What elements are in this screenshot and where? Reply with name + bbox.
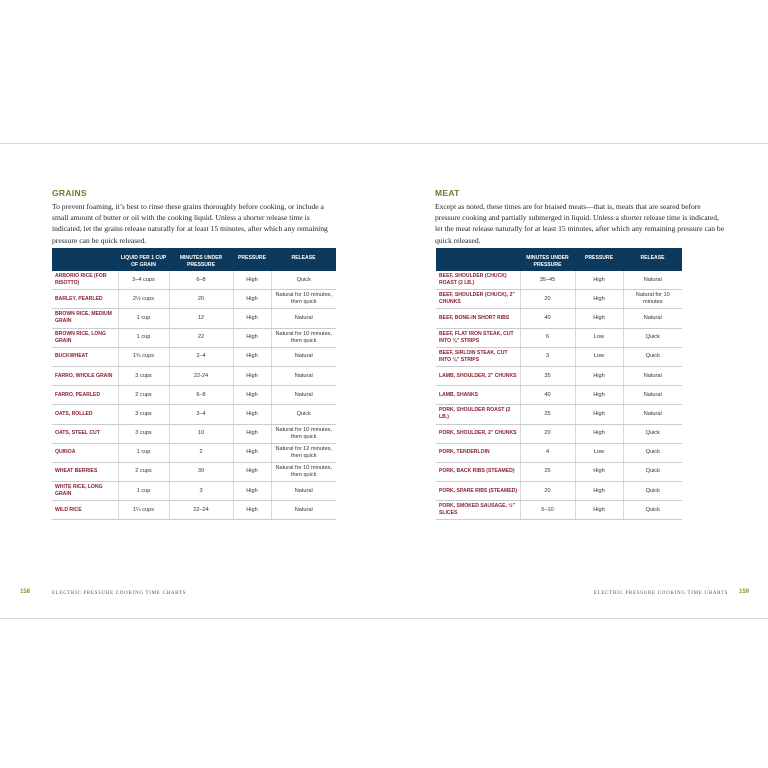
grains-cell: 12 <box>169 309 233 328</box>
meat-header-cell: PRESSURE <box>575 248 623 271</box>
footer-right: ELECTRIC PRESSURE COOKING TIME CHARTS <box>594 591 729 596</box>
grains-cell: 1¾ cups <box>118 347 169 366</box>
grains-title: GRAINS <box>52 188 87 198</box>
grains-cell: 3 <box>169 482 233 501</box>
table-row <box>52 405 336 424</box>
grains-cell: Natural <box>271 366 336 385</box>
grains-cell: 3–4 <box>169 405 233 424</box>
meat-item-name: BEEF, SHOULDER (CHUCK) ROAST (2 LB.) <box>436 271 520 290</box>
table-row <box>52 271 336 290</box>
footer-left: ELECTRIC PRESSURE COOKING TIME CHARTS <box>52 591 187 596</box>
grains-cell: High <box>233 424 271 443</box>
table-row <box>436 386 682 405</box>
grains-cell: Natural for 10 minutes, then quick <box>271 424 336 443</box>
meat-cell: Quick <box>623 462 682 481</box>
table-row <box>436 424 682 443</box>
grains-item-name: BROWN RICE, MEDIUM GRAIN <box>52 309 118 328</box>
meat-cell: Quick <box>623 501 682 520</box>
grains-cell: Natural <box>271 386 336 405</box>
meat-header-cell: RELEASE <box>623 248 682 271</box>
meat-cell: 6 <box>520 328 575 347</box>
grains-cell: High <box>233 405 271 424</box>
grains-header-cell: RELEASE <box>271 248 336 271</box>
grains-cell: Quick <box>271 405 336 424</box>
table-row <box>52 366 336 385</box>
table-row <box>436 501 682 520</box>
meat-cell: High <box>575 271 623 290</box>
meat-cell: Quick <box>623 328 682 347</box>
page-number-left: 158 <box>20 589 31 595</box>
meat-cell: Quick <box>623 443 682 462</box>
table-row <box>52 328 336 347</box>
grains-item-name: BROWN RICE, LONG GRAIN <box>52 328 118 347</box>
grains-cell: 1 cup <box>118 482 169 501</box>
meat-header-cell: MINUTES UNDER PRESSURE <box>520 248 575 271</box>
grains-cell: High <box>233 347 271 366</box>
meat-cell: High <box>575 405 623 424</box>
grains-cell: High <box>233 309 271 328</box>
meat-item-name: PORK, SPARE RIBS (STEAMED) <box>436 482 520 501</box>
grains-header-cell: PRESSURE <box>233 248 271 271</box>
grains-cell: Natural <box>271 501 336 520</box>
meat-table <box>436 248 682 520</box>
table-row <box>436 309 682 328</box>
meat-cell: 25 <box>520 462 575 481</box>
grains-item-name: WHEAT BERRIES <box>52 462 118 481</box>
table-row <box>52 501 336 520</box>
meat-cell: High <box>575 462 623 481</box>
meat-header-cell <box>436 248 520 271</box>
grains-item-name: BARLEY, PEARLED <box>52 290 118 309</box>
grains-cell: High <box>233 501 271 520</box>
grains-header-cell: MINUTES UNDER PRESSURE <box>169 248 233 271</box>
grains-cell: 3 cups <box>118 424 169 443</box>
meat-item-name: BEEF, FLAT IRON STEAK, CUT INTO ⅛” STRIPS <box>436 328 520 347</box>
grains-item-name: ARBORIO RICE (FOR RISOTTO) <box>52 271 118 290</box>
meat-cell: Quick <box>623 347 682 366</box>
table-row <box>436 290 682 309</box>
grains-cell: High <box>233 328 271 347</box>
meat-item-name: PORK, SHOULDER, 2” CHUNKS <box>436 424 520 443</box>
meat-cell: 35–45 <box>520 271 575 290</box>
grains-cell: Natural for 12 minutes, then quick <box>271 443 336 462</box>
meat-cell: Low <box>575 328 623 347</box>
grains-cell: 22-24 <box>169 366 233 385</box>
meat-cell: 35 <box>520 366 575 385</box>
table-row <box>52 443 336 462</box>
grains-cell: 3–4 cups <box>118 271 169 290</box>
grains-header-cell <box>52 248 118 271</box>
table-row <box>52 347 336 366</box>
grains-cell: Natural for 10 minutes, then quick <box>271 328 336 347</box>
meat-cell: Natural <box>623 405 682 424</box>
meat-cell: Natural <box>623 366 682 385</box>
table-row <box>436 482 682 501</box>
meat-cell: Low <box>575 347 623 366</box>
right-page <box>384 144 768 618</box>
meat-cell: High <box>575 290 623 309</box>
grains-cell: 1 cup <box>118 328 169 347</box>
meat-cell: 40 <box>520 386 575 405</box>
meat-cell: 25 <box>520 405 575 424</box>
meat-cell: Low <box>575 443 623 462</box>
meat-cell: Quick <box>623 424 682 443</box>
grains-item-name: QUINOA <box>52 443 118 462</box>
page-number-right: 159 <box>739 589 750 595</box>
grains-cell: 2½ cups <box>118 290 169 309</box>
table-row <box>52 462 336 481</box>
meat-item-name: PORK, SHOULDER ROAST (2 LB.) <box>436 405 520 424</box>
grains-item-name: BUCKWHEAT <box>52 347 118 366</box>
grains-intro: To prevent foaming, it’s best to rinse these grains thoroughly before cooking, or include a small amount of butter or oil with the cooking liquid. Unless a shorter release time is indicated, let the grains release naturally for at least 15 minutes, after which any remaining pressure can be quick released. <box>52 202 328 245</box>
grains-cell: 2 <box>169 443 233 462</box>
grains-header-cell: LIQUID PER 1 CUP OF GRAIN <box>118 248 169 271</box>
grains-cell: High <box>233 290 271 309</box>
table-row <box>52 482 336 501</box>
grains-cell: Natural <box>271 482 336 501</box>
meat-item-name: BEEF, SHOULDER (CHUCK), 2” CHUNKS <box>436 290 520 309</box>
meat-item-name: PORK, BACK RIBS (STEAMED) <box>436 462 520 481</box>
grains-table-header <box>52 248 336 271</box>
meat-title: MEAT <box>435 188 460 198</box>
grains-cell: 10 <box>169 424 233 443</box>
grains-cell: 1¼ cups <box>118 501 169 520</box>
grains-cell: 1 cup <box>118 443 169 462</box>
meat-cell: 40 <box>520 309 575 328</box>
grains-cell: Natural for 10 minutes, then quick <box>271 462 336 481</box>
meat-cell: 20 <box>520 290 575 309</box>
table-row <box>52 290 336 309</box>
grains-cell: 1 cup <box>118 309 169 328</box>
grains-cell: High <box>233 462 271 481</box>
meat-cell: High <box>575 482 623 501</box>
meat-intro: Except as noted, these times are for braised meats—that is, meats that are seared before pressure cooking and partially submerged in liquid. Unless a shorter release time is indicated, let the meat release naturally for at least 15 minutes, after which any remaining pressure can be quick released. <box>435 202 725 245</box>
meat-cell: Natural <box>623 271 682 290</box>
grains-cell: Natural <box>271 309 336 328</box>
grains-cell: High <box>233 443 271 462</box>
grains-cell: 2 cups <box>118 462 169 481</box>
grains-cell: 30 <box>169 462 233 481</box>
grains-cell: Quick <box>271 271 336 290</box>
grains-item-name: OATS, STEEL CUT <box>52 424 118 443</box>
grains-cell: 3 cups <box>118 366 169 385</box>
table-row <box>436 366 682 385</box>
left-page <box>0 144 384 618</box>
book-spread <box>0 143 768 619</box>
meat-cell: 3 <box>520 347 575 366</box>
meat-cell: High <box>575 501 623 520</box>
table-row <box>52 386 336 405</box>
table-row <box>436 405 682 424</box>
meat-item-name: PORK, SMOKED SAUSAGE, ½” SLICES <box>436 501 520 520</box>
grains-cell: 20 <box>169 290 233 309</box>
grains-item-name: OATS, ROLLED <box>52 405 118 424</box>
table-row <box>436 328 682 347</box>
meat-cell: Natural <box>623 309 682 328</box>
meat-item-name: LAMB, SHANKS <box>436 386 520 405</box>
grains-item-name: FARRO, WHOLE GRAIN <box>52 366 118 385</box>
meat-cell: Quick <box>623 482 682 501</box>
meat-cell: High <box>575 424 623 443</box>
meat-cell: High <box>575 386 623 405</box>
table-row <box>436 443 682 462</box>
grains-cell: 2 cups <box>118 386 169 405</box>
grains-cell: High <box>233 482 271 501</box>
meat-item-name: BEEF, SIRLOIN STEAK, CUT INTO ⅛” STRIPS <box>436 347 520 366</box>
grains-cell: 22 <box>169 328 233 347</box>
grains-cell: 3 cups <box>118 405 169 424</box>
table-row <box>436 347 682 366</box>
grains-cell: Natural <box>271 347 336 366</box>
meat-item-name: BEEF, BONE-IN SHORT RIBS <box>436 309 520 328</box>
grains-cell: 6–8 <box>169 271 233 290</box>
meat-item-name: PORK, TENDERLOIN <box>436 443 520 462</box>
grains-item-name: FARRO, PEARLED <box>52 386 118 405</box>
meat-table-header <box>436 248 682 271</box>
table-row <box>52 424 336 443</box>
table-row <box>52 309 336 328</box>
grains-cell: 22–24 <box>169 501 233 520</box>
meat-cell: Natural for 10 minutes <box>623 290 682 309</box>
grains-cell: High <box>233 271 271 290</box>
grains-cell: High <box>233 366 271 385</box>
grains-table <box>52 248 336 520</box>
grains-cell: 2–4 <box>169 347 233 366</box>
grains-cell: Natural for 10 minutes, then quick <box>271 290 336 309</box>
meat-cell: 4 <box>520 443 575 462</box>
meat-cell: High <box>575 366 623 385</box>
grains-item-name: WILD RICE <box>52 501 118 520</box>
meat-cell: Natural <box>623 386 682 405</box>
meat-item-name: LAMB, SHOULDER, 2” CHUNKS <box>436 366 520 385</box>
grains-cell: 6–8 <box>169 386 233 405</box>
table-row <box>436 462 682 481</box>
meat-cell: 20 <box>520 482 575 501</box>
table-row <box>436 271 682 290</box>
grains-item-name: WHITE RICE, LONG GRAIN <box>52 482 118 501</box>
meat-cell: High <box>575 309 623 328</box>
grains-cell: High <box>233 386 271 405</box>
meat-cell: 5–10 <box>520 501 575 520</box>
meat-cell: 20 <box>520 424 575 443</box>
